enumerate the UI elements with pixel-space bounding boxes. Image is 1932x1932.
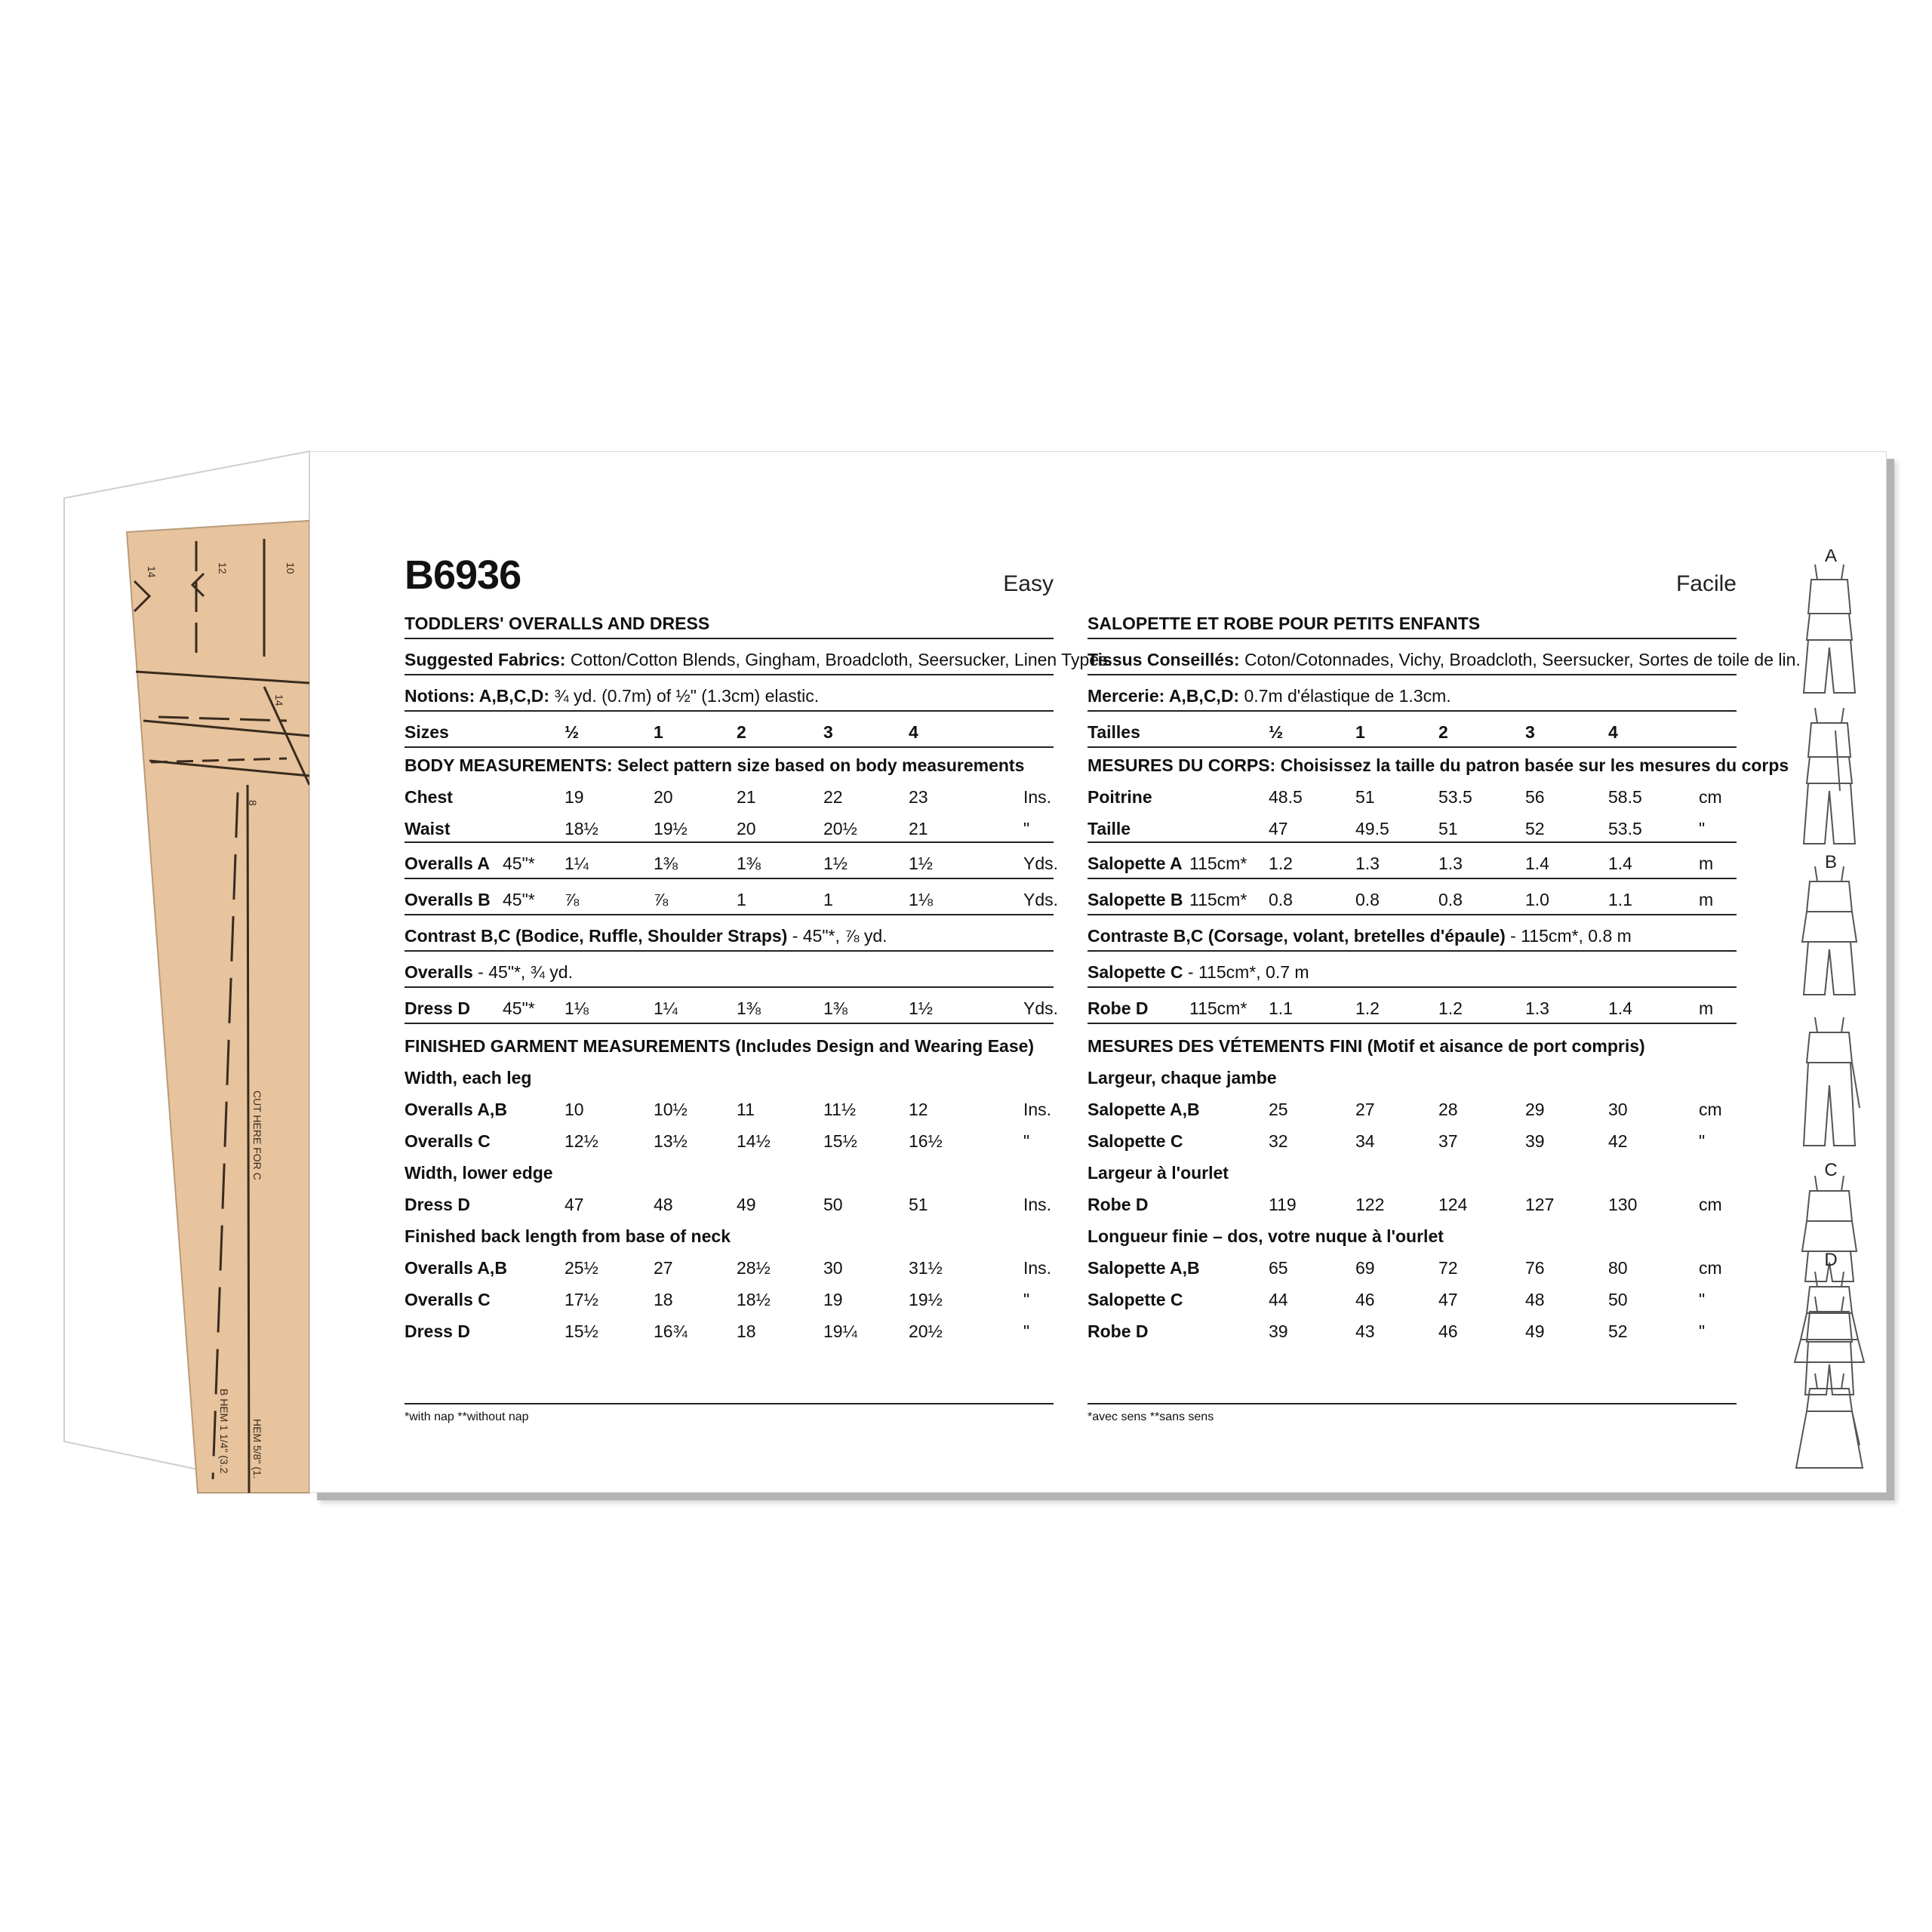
size-value: 50	[823, 1195, 843, 1214]
fabrics-label-fr: Tissus Conseillés:	[1088, 650, 1240, 669]
fabric-width: 45"*	[503, 998, 535, 1018]
row-label: Salopette A,B	[1088, 1100, 1200, 1119]
size-value: 19½	[654, 819, 688, 838]
view-label-a: A	[1824, 549, 1838, 566]
size-value: 1½	[909, 854, 933, 873]
overalls-b-row	[405, 879, 1059, 915]
size-value: 69	[1355, 1258, 1375, 1278]
contrast-row	[405, 915, 1054, 952]
back-length-header	[405, 1219, 1054, 1251]
width-leg-label-fr: Largeur, chaque jambe	[1088, 1068, 1277, 1088]
size-value: 47	[565, 1195, 584, 1214]
fin-overalls-c-row-fr	[1088, 1124, 1737, 1155]
size-value: 52	[1525, 819, 1545, 838]
row-label: Dress D	[405, 998, 470, 1018]
size-value: 1.2	[1355, 998, 1380, 1018]
fabric-width: 115cm*	[1189, 890, 1247, 909]
french-table	[1088, 603, 1801, 1346]
row-label: Robe D	[1088, 1195, 1149, 1214]
size-value: 27	[1355, 1100, 1375, 1119]
size-value: 11½	[823, 1100, 857, 1119]
row-label: Salopette A,B	[1088, 1258, 1200, 1278]
size-value: 15½	[565, 1321, 598, 1341]
waist-row	[405, 811, 1054, 843]
size-value: 47	[1269, 819, 1288, 838]
back-length-label-fr: Longueur finie – dos, votre nuque à l'ourlet	[1088, 1226, 1444, 1246]
contrast-label-fr: Contraste B,C (Corsage, volant, bretelles d'épaule)	[1088, 926, 1506, 946]
size-value: 1.3	[1438, 854, 1463, 873]
width-leg-label: Width, each leg	[405, 1068, 532, 1088]
size-value: 18½	[737, 1290, 771, 1309]
fin-overalls-ab-row	[405, 1092, 1054, 1124]
size-value: 1.4	[1608, 854, 1632, 873]
row-label: Overalls B	[405, 890, 491, 909]
size-value: 21	[737, 787, 756, 807]
width-lower-header-fr	[1088, 1155, 1737, 1187]
unit: m	[1699, 890, 1714, 909]
size-value: 72	[1438, 1258, 1458, 1278]
envelope-back-page	[309, 451, 1887, 1493]
size-value: 20	[737, 819, 756, 838]
overalls-b-row-fr	[1088, 879, 1737, 915]
back-length-label: Finished back length from base of neck	[405, 1226, 731, 1246]
body-measurements-header	[405, 748, 1054, 780]
size-header: 4	[1608, 722, 1618, 742]
notions-label-fr: Mercerie: A,B,C,D:	[1088, 686, 1240, 706]
size-value: 1.1	[1269, 998, 1293, 1018]
size-value: 53.5	[1438, 787, 1472, 807]
view-d-back-sketch	[1796, 1374, 1863, 1468]
len-overalls-c-row	[405, 1282, 1054, 1314]
size-value: 31½	[909, 1258, 943, 1278]
row-label: Overalls A,B	[405, 1258, 507, 1278]
contrast-row-fr	[1088, 915, 1737, 952]
unit: cm	[1699, 787, 1722, 807]
size-value: 19½	[909, 1290, 943, 1309]
fin-dress-d-row-fr	[1088, 1187, 1737, 1219]
unit: Ins.	[1023, 1100, 1052, 1119]
tissue-mark: 10	[285, 562, 297, 574]
tissue-mark: CUT HERE FOR C	[251, 1091, 263, 1180]
unit: cm	[1699, 1258, 1722, 1278]
row-label: Poitrine	[1088, 787, 1152, 807]
size-value: 1¼	[654, 998, 678, 1018]
view-label-c: C	[1824, 1160, 1838, 1180]
sizes-label: Sizes	[405, 722, 449, 742]
size-value: 1½	[823, 854, 848, 873]
tissue-mark: 8	[247, 800, 259, 806]
fabrics-text: Cotton/Cotton Blends, Gingham, Broadcloth, Seersucker, Linen Types.	[570, 650, 1112, 669]
size-value: 49	[1525, 1321, 1545, 1341]
size-value: 1⅜	[823, 998, 848, 1018]
body-measurements-label: BODY MEASUREMENTS: Select pattern size based on body measurements	[405, 755, 1025, 775]
size-value: 53.5	[1608, 819, 1642, 838]
size-value: 37	[1438, 1131, 1458, 1151]
view-b-front-sketch	[1802, 866, 1857, 995]
notions-label: Notions: A,B,C,D:	[405, 686, 550, 706]
width-lower-label-fr: Largeur à l'ourlet	[1088, 1163, 1229, 1183]
size-value: ⅞	[565, 890, 580, 909]
size-value: 39	[1269, 1321, 1288, 1341]
size-value: 18	[737, 1321, 756, 1341]
footnote-fr: *avec sens **sans sens	[1088, 1403, 1737, 1424]
overalls-a-row	[405, 843, 1059, 879]
view-label-b: B	[1824, 852, 1838, 872]
size-value: 30	[1608, 1100, 1628, 1119]
size-value: 16½	[909, 1131, 943, 1151]
unit: Ins.	[1023, 787, 1052, 807]
size-value: 50	[1608, 1290, 1628, 1309]
size-value: 22	[823, 787, 843, 807]
size-value: 0.8	[1438, 890, 1463, 909]
row-label: Dress D	[405, 1195, 470, 1214]
fabric-width: 45"*	[503, 890, 535, 909]
difficulty-level-fr: Facile	[1675, 571, 1737, 596]
size-value: 80	[1608, 1258, 1628, 1278]
row-label: Salopette B	[1088, 890, 1183, 909]
size-value: 65	[1269, 1258, 1288, 1278]
size-value: 25	[1269, 1100, 1288, 1119]
size-header: 3	[1525, 722, 1535, 742]
unit: m	[1699, 854, 1714, 873]
row-label: Taille	[1088, 819, 1131, 838]
size-value: 122	[1355, 1195, 1385, 1214]
size-value: 49.5	[1355, 819, 1389, 838]
unit: "	[1699, 1321, 1706, 1341]
size-value: 11	[737, 1100, 755, 1119]
title-row	[405, 603, 1054, 639]
sizes-label: Tailles	[1088, 722, 1140, 742]
body-measurements-header-fr	[1088, 748, 1789, 780]
row-label: Waist	[405, 819, 451, 838]
size-value: 14½	[737, 1131, 771, 1151]
fin-overalls-ab-row-fr	[1088, 1092, 1737, 1124]
row-label: Overalls C	[405, 1290, 491, 1309]
row-label: Overalls A	[405, 854, 490, 873]
size-value: 34	[1355, 1131, 1375, 1151]
row-label: Salopette A	[1088, 854, 1183, 873]
unit: "	[1023, 1290, 1030, 1309]
unit: cm	[1699, 1195, 1722, 1214]
size-value: 127	[1525, 1195, 1555, 1214]
size-value: 20	[654, 787, 673, 807]
size-header: ½	[1269, 722, 1284, 742]
size-value: 1⅜	[737, 998, 761, 1018]
pattern-title: TODDLERS' OVERALLS AND DRESS	[405, 614, 710, 633]
size-value: 1.2	[1438, 998, 1463, 1018]
contrast-text: - 45"*, ⅞ yd.	[787, 926, 888, 946]
size-value: 1.3	[1355, 854, 1380, 873]
size-value: 51	[909, 1195, 928, 1214]
unit: "	[1699, 1131, 1706, 1151]
dress-d-row	[405, 988, 1059, 1024]
size-value: 21	[909, 819, 928, 838]
overalls-contrast-label: Overalls	[405, 962, 473, 982]
size-header: 1	[1355, 722, 1365, 742]
size-value: 19	[823, 1290, 843, 1309]
view-a-front-sketch	[1804, 565, 1855, 693]
sizes-row-fr	[1088, 712, 1737, 748]
size-header: 2	[737, 722, 746, 742]
size-value: 1⅜	[654, 854, 678, 873]
size-value: 119	[1269, 1195, 1297, 1214]
size-value: 28½	[737, 1258, 771, 1278]
width-lower-label: Width, lower edge	[405, 1163, 553, 1183]
size-value: 1½	[909, 998, 933, 1018]
tissue-mark: 12	[217, 562, 229, 574]
unit: Yds.	[1023, 890, 1059, 909]
size-value: 0.8	[1269, 890, 1293, 909]
size-value: 32	[1269, 1131, 1288, 1151]
size-value: 12½	[565, 1131, 598, 1151]
size-value: 56	[1525, 787, 1545, 807]
chest-row	[405, 780, 1054, 811]
size-value: 39	[1525, 1131, 1545, 1151]
notions-row	[405, 675, 1054, 712]
size-value: 18½	[565, 819, 598, 838]
size-value: 10	[565, 1100, 584, 1119]
size-value: ⅞	[654, 890, 669, 909]
size-header: 2	[1438, 722, 1448, 742]
unit: "	[1699, 1290, 1706, 1309]
fabric-width: 115cm*	[1189, 998, 1247, 1018]
size-value: 48	[654, 1195, 673, 1214]
fabrics-text-fr: Coton/Cotonnades, Vichy, Broadcloth, Seersucker, Sortes de toile de lin.	[1244, 650, 1801, 669]
size-value: 1.0	[1525, 890, 1549, 909]
size-value: 20½	[823, 819, 857, 838]
overalls-contrast-label-fr: Salopette C	[1088, 962, 1183, 982]
unit: "	[1023, 819, 1030, 838]
size-value: 15½	[823, 1131, 857, 1151]
size-value: 44	[1269, 1290, 1288, 1309]
size-value: 1¼	[565, 854, 589, 873]
fabrics-row-fr	[1088, 639, 1801, 675]
size-value: 58.5	[1608, 787, 1642, 807]
dress-d-row-fr	[1088, 988, 1737, 1024]
len-dress-d-row	[405, 1314, 1054, 1346]
width-lower-header	[405, 1155, 1054, 1187]
back-length-header-fr	[1088, 1219, 1737, 1251]
len-overalls-c-row-fr	[1088, 1282, 1737, 1314]
size-value: 17½	[565, 1290, 598, 1309]
size-value: 1.1	[1608, 890, 1632, 909]
size-value: 27	[654, 1258, 673, 1278]
notions-text-fr: 0.7m d'élastique de 1.3cm.	[1244, 686, 1451, 706]
chest-row-fr	[1088, 780, 1737, 811]
footnote: *with nap **without nap	[405, 1403, 1054, 1424]
view-label-d: D	[1824, 1250, 1838, 1270]
size-value: 0.8	[1355, 890, 1380, 909]
size-value: 48	[1525, 1290, 1545, 1309]
overalls-a-row-fr	[1088, 843, 1737, 879]
finished-header	[405, 1024, 1054, 1060]
title-row-fr	[1088, 603, 1737, 639]
size-value: 1⅛	[565, 998, 589, 1018]
size-value: 1	[823, 890, 833, 909]
size-value: 47	[1438, 1290, 1458, 1309]
len-overalls-ab-row-fr	[1088, 1251, 1737, 1282]
size-value: 43	[1355, 1321, 1375, 1341]
unit: "	[1023, 1131, 1030, 1151]
pattern-code: B6936	[405, 552, 521, 598]
overalls-contrast-row	[405, 952, 1054, 988]
size-value: 1⅜	[737, 854, 761, 873]
size-value: 51	[1438, 819, 1458, 838]
size-value: 1.4	[1525, 854, 1549, 873]
pattern-title-fr: SALOPETTE ET ROBE POUR PETITS ENFANTS	[1088, 614, 1481, 633]
size-value: 25½	[565, 1258, 598, 1278]
size-value: 18	[654, 1290, 673, 1309]
size-value: 30	[823, 1258, 843, 1278]
size-value: 19	[565, 787, 584, 807]
size-value: 29	[1525, 1100, 1545, 1119]
finished-header-fr	[1088, 1024, 1737, 1060]
unit: m	[1699, 998, 1714, 1018]
size-header: 1	[654, 722, 663, 742]
tissue-mark: 14	[146, 566, 158, 578]
size-value: 19¼	[823, 1321, 857, 1341]
len-overalls-ab-row	[405, 1251, 1054, 1282]
unit: cm	[1699, 1100, 1722, 1119]
overalls-contrast-text: - 45"*, ¾ yd.	[472, 962, 573, 982]
size-value: 42	[1608, 1131, 1628, 1151]
fabrics-label: Suggested Fabrics:	[405, 650, 566, 669]
row-label: Robe D	[1088, 1321, 1149, 1341]
body-measurements-label-fr: MESURES DU CORPS: Choisissez la taille du patron basée sur les mesures du corps	[1088, 755, 1789, 775]
size-value: 23	[909, 787, 928, 807]
size-value: 1⅛	[909, 890, 933, 909]
fin-dress-d-row	[405, 1187, 1054, 1219]
tissue-mark: B HEM 1 1/4" (3.2	[218, 1389, 230, 1474]
difficulty-level: Easy	[1003, 571, 1054, 596]
notions-text: ¾ yd. (0.7m) of ½" (1.3cm) elastic.	[554, 686, 820, 706]
row-label: Chest	[405, 787, 453, 807]
unit: Ins.	[1023, 1258, 1052, 1278]
row-label: Overalls A,B	[405, 1100, 507, 1119]
view-b-back-sketch	[1804, 1017, 1860, 1146]
size-value: 1.4	[1608, 998, 1632, 1018]
fabric-width: 45"*	[503, 854, 535, 873]
size-value: 46	[1355, 1290, 1375, 1309]
size-value: 10½	[654, 1100, 688, 1119]
size-value: 16¾	[654, 1321, 688, 1341]
view-d-sketches	[1781, 1249, 1879, 1475]
unit: Yds.	[1023, 854, 1059, 873]
size-value: 46	[1438, 1321, 1458, 1341]
size-value: 76	[1525, 1258, 1545, 1278]
view-d-front-sketch	[1795, 1272, 1864, 1362]
width-leg-header	[405, 1060, 1054, 1092]
fin-overalls-c-row	[405, 1124, 1054, 1155]
overalls-contrast-row-fr	[1088, 952, 1737, 988]
finished-label: FINISHED GARMENT MEASUREMENTS (Includes Design and Wearing Ease)	[405, 1036, 1035, 1056]
size-value: 124	[1438, 1195, 1468, 1214]
size-value: 130	[1608, 1195, 1638, 1214]
waist-row-fr	[1088, 811, 1737, 843]
tissue-mark: HEM 5/8" (1.	[251, 1419, 263, 1479]
size-header: ½	[565, 722, 580, 742]
unit: Ins.	[1023, 1195, 1052, 1214]
size-value: 48.5	[1269, 787, 1303, 807]
row-label: Overalls C	[405, 1131, 491, 1151]
row-label: Salopette C	[1088, 1131, 1183, 1151]
size-value: 51	[1355, 787, 1375, 807]
size-value: 28	[1438, 1100, 1458, 1119]
size-value: 52	[1608, 1321, 1628, 1341]
size-value: 1.3	[1525, 998, 1549, 1018]
fabrics-row	[405, 639, 1112, 675]
row-label: Robe D	[1088, 998, 1149, 1018]
notions-row-fr	[1088, 675, 1737, 712]
row-label: Salopette C	[1088, 1290, 1183, 1309]
overalls-contrast-text-fr: - 115cm*, 0.7 m	[1183, 962, 1309, 982]
view-a-back-sketch	[1804, 708, 1855, 844]
contrast-text-fr: - 115cm*, 0.8 m	[1505, 926, 1632, 946]
finished-label-fr: MESURES DES VÉTEMENTS FINI (Motif et aisance de port compris)	[1088, 1036, 1645, 1056]
size-value: 49	[737, 1195, 756, 1214]
size-value: 20½	[909, 1321, 943, 1341]
unit: "	[1699, 819, 1706, 838]
unit: Yds.	[1023, 998, 1059, 1018]
tissue-mark: 14	[273, 694, 285, 706]
row-label: Dress D	[405, 1321, 470, 1341]
size-value: 1	[737, 890, 746, 909]
size-value: 12	[909, 1100, 928, 1119]
len-dress-d-row-fr	[1088, 1314, 1737, 1346]
size-header: 4	[909, 722, 918, 742]
size-value: 1.2	[1269, 854, 1293, 873]
contrast-label: Contrast B,C (Bodice, Ruffle, Shoulder Straps)	[405, 926, 788, 946]
sizes-row	[405, 712, 1054, 748]
size-header: 3	[823, 722, 833, 742]
unit: "	[1023, 1321, 1030, 1341]
size-value: 13½	[654, 1131, 688, 1151]
fabric-width: 115cm*	[1189, 854, 1247, 873]
width-leg-header-fr	[1088, 1060, 1737, 1092]
